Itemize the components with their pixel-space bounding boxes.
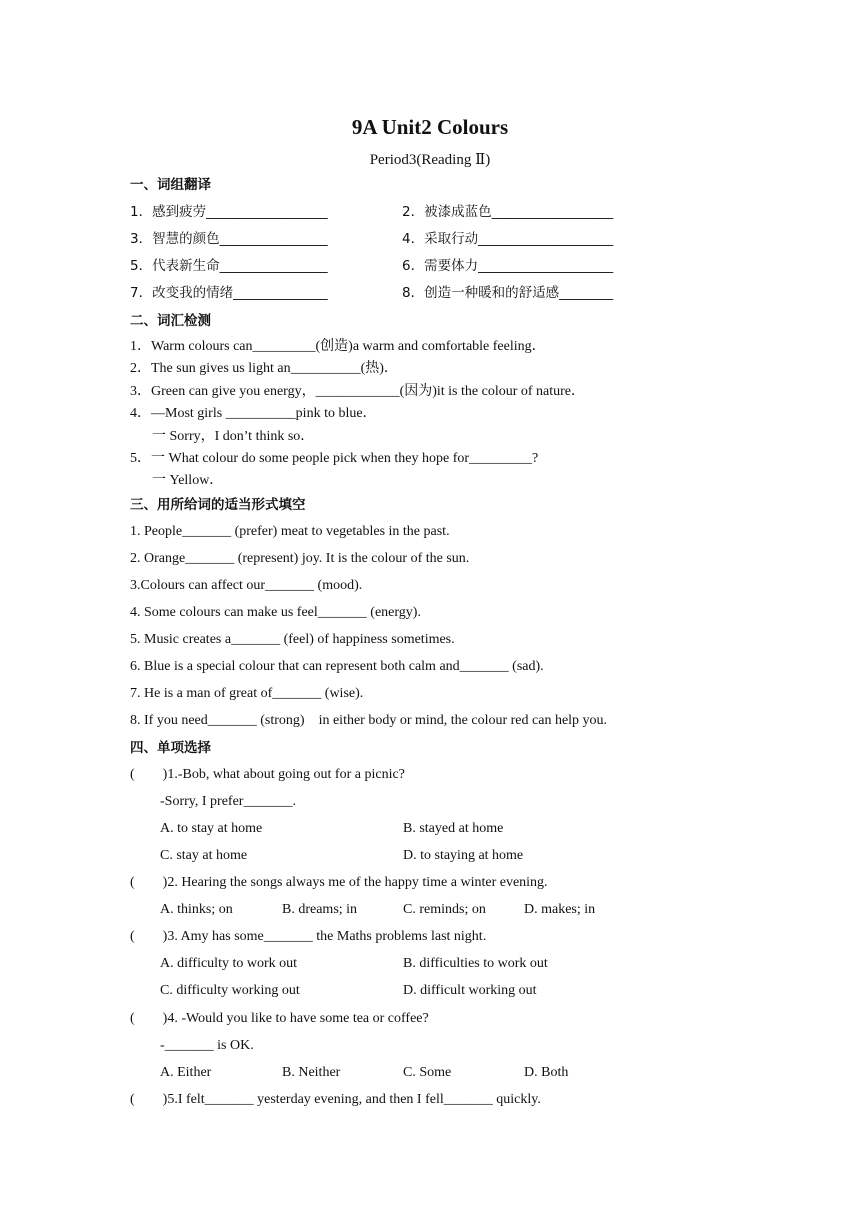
question-4-stem: ( )4. -Would you like to have some tea or coffee? xyxy=(130,1011,429,1026)
question-2-stem: ( )2. Hearing the songs always me of the happy time a winter evening. xyxy=(130,875,548,890)
word-form-item-1: 1. People_______ (prefer) meat to vegetables in the past. xyxy=(130,524,450,539)
question-1-stem: ( )1.-Bob, what about going out for a picnic? xyxy=(130,767,405,782)
phrase-item-1: 1．感到疲劳__________________ xyxy=(130,204,328,220)
phrase-item-7: 7．改变我的情绪______________ xyxy=(130,285,328,301)
question-1-option-d: D. to staying at home xyxy=(403,848,524,863)
phrase-item-8: 8．创造一种暖和的舒适感________ xyxy=(402,285,614,301)
question-2-option-d: D. makes; in xyxy=(524,902,596,917)
word-form-item-5: 5. Music creates a_______ (feel) of happiness sometimes. xyxy=(130,632,455,647)
word-form-item-3: 3.Colours can affect our_______ (mood). xyxy=(130,578,363,593)
question-1-option-b: B. stayed at home xyxy=(403,821,504,836)
section-heading-vocabulary-check: 二、词汇检测 xyxy=(130,313,211,329)
vocab-item-1: 1．Warm colours can_________(创造)a warm and comfortable feeling． xyxy=(130,339,546,354)
question-1-option-c: C. stay at home xyxy=(160,848,248,863)
page-title: 9A Unit2 Colours xyxy=(351,115,509,139)
word-form-item-8: 8. If you need_______ (strong) in either body or mind, the colour red can help you. xyxy=(130,713,608,728)
vocab-item-4: 4．—Most girls __________pink to blue． xyxy=(130,406,377,421)
vocab-item-3: 3．Green can give you energy，____________(因为)it is the colour of nature． xyxy=(130,384,586,399)
question-3-option-d: D. difficult working out xyxy=(403,983,537,998)
question-3-stem: ( )3. Amy has some_______ the Maths problems last night. xyxy=(130,929,487,944)
vocab-item-4-reply: 一 Sorry，I don’t think so． xyxy=(152,429,315,444)
question-3-option-a: A. difficulty to work out xyxy=(160,956,298,971)
question-2-option-a: A. thinks; on xyxy=(160,902,233,917)
section-heading-multiple-choice: 四、单项选择 xyxy=(130,740,211,756)
phrase-item-6: 6．需要体力____________________ xyxy=(402,258,614,274)
question-2-option-c: C. reminds; on xyxy=(403,902,486,917)
section-heading-phrase-translation: 一、词组翻译 xyxy=(130,177,211,193)
section-heading-word-forms: 三、用所给词的适当形式填空 xyxy=(130,497,306,513)
phrase-item-4: 4．采取行动____________________ xyxy=(402,231,614,247)
question-4-option-d: D. Both xyxy=(524,1065,569,1080)
question-3-option-b: B. difficulties to work out xyxy=(403,956,548,971)
page-subtitle: Period3(Reading Ⅱ) xyxy=(369,152,491,168)
word-form-item-2: 2. Orange_______ (represent) joy. It is the colour of the sun. xyxy=(130,551,470,566)
question-2-option-b: B. dreams; in xyxy=(282,902,358,917)
word-form-item-6: 6. Blue is a special colour that can represent both calm and_______ (sad). xyxy=(130,659,544,674)
question-5-stem: ( )5.I felt_______ yesterday evening, and then I fell_______ quickly. xyxy=(130,1092,541,1107)
vocab-item-5: 5．一 What colour do some people pick when they hope for_________? xyxy=(130,451,539,466)
question-4-option-b: B. Neither xyxy=(282,1065,341,1080)
phrase-item-5: 5．代表新生命________________ xyxy=(130,258,328,274)
vocab-item-5-reply: 一 Yellow． xyxy=(152,473,224,488)
word-form-item-7: 7. He is a man of great of_______ (wise). xyxy=(130,686,364,701)
word-form-item-4: 4. Some colours can make us feel_______ (energy). xyxy=(130,605,421,620)
question-3-option-c: C. difficulty working out xyxy=(160,983,300,998)
phrase-item-3: 3．智慧的颜色________________ xyxy=(130,231,328,247)
question-4-option-a: A. Either xyxy=(160,1065,212,1080)
question-1-reply: -Sorry, I prefer_______. xyxy=(160,794,296,809)
phrase-item-2: 2．被漆成蓝色__________________ xyxy=(402,204,614,220)
question-4-option-c: C. Some xyxy=(403,1065,452,1080)
question-4-reply: -_______ is OK. xyxy=(160,1038,254,1053)
question-1-option-a: A. to stay at home xyxy=(160,821,263,836)
vocab-item-2: 2．The sun gives us light an__________(热)． xyxy=(130,361,398,376)
